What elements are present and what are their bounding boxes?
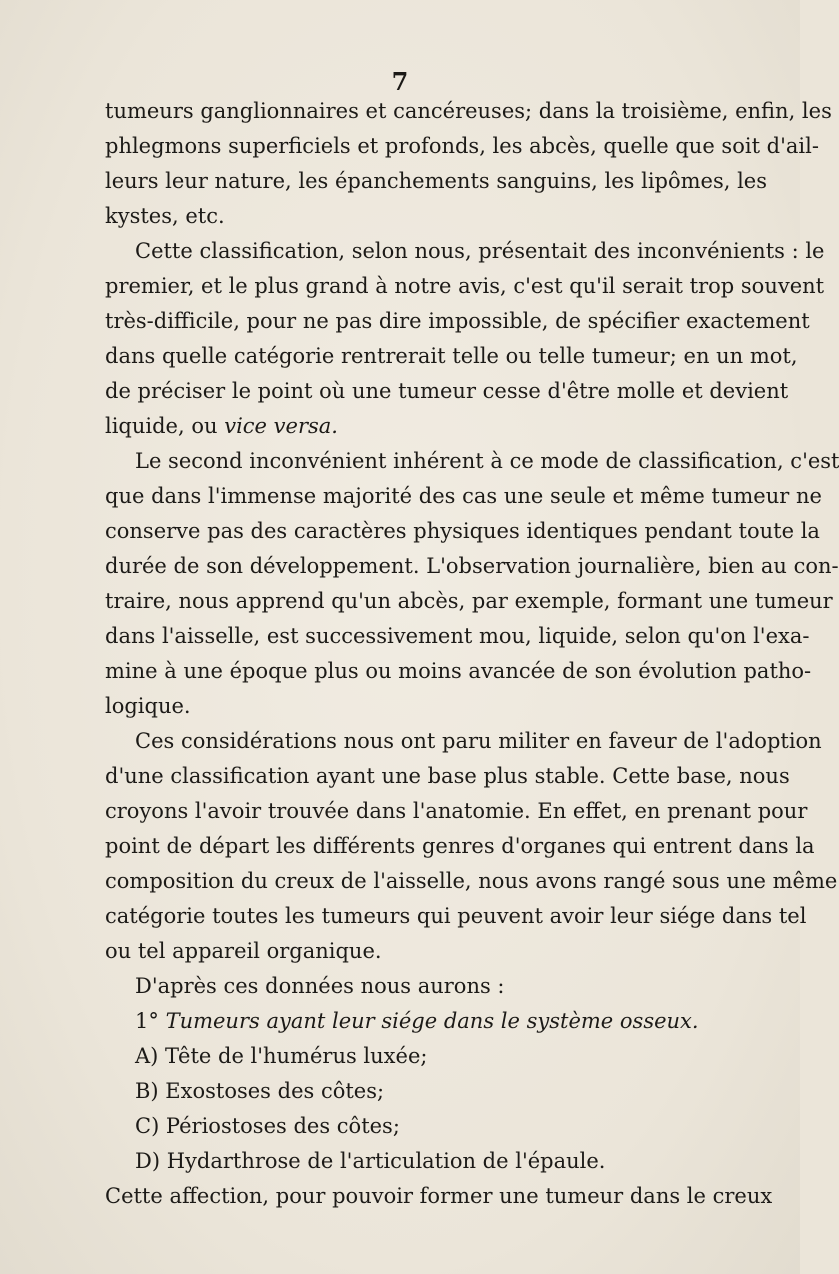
text-line: Ces considérations nous ont paru militer en faveur de l'adoption (135, 729, 822, 753)
text-line: point de départ les différents genres d'organes qui entrent dans la (105, 834, 815, 858)
text-line: de préciser le point où une tumeur cesse d'être molle et devient (105, 379, 789, 403)
section-title: Tumeurs ayant leur siége dans le système osseux. (165, 1009, 699, 1033)
text-line (105, 409, 700, 444)
text-line: Cette affection, pour pouvoir former une tumeur dans le creux (105, 1184, 773, 1208)
text-line: kystes, etc. (105, 204, 225, 228)
text-line: mine à une époque plus ou moins avancée de son évolution patho- (105, 659, 812, 683)
text-line: croyons l'avoir trouvée dans l'anatomie. En effet, en prenant pour (105, 799, 808, 823)
text-line: que dans l'immense majorité des cas une seule et même tumeur ne (105, 484, 822, 508)
text-line: dans l'aisselle, est successivement mou, liquide, selon qu'on l'exa- (105, 624, 810, 648)
text-line: D'après ces données nous aurons : (135, 974, 505, 998)
text-line: composition du creux de l'aisselle, nous avons rangé sous une même (105, 869, 838, 893)
italic-text: vice versa. (224, 414, 338, 438)
text-line: premier, et le plus grand à notre avis, c'est qu'il serait trop souvent (105, 274, 825, 298)
text-line: Cette classification, selon nous, présentait des inconvénients : le (135, 239, 825, 263)
text-line: dans quelle catégorie rentrerait telle ou telle tumeur; en un mot, (105, 344, 798, 368)
page-number: 7 (391, 67, 409, 96)
text-line: tumeurs ganglionnaires et cancéreuses; dans la troisième, enfin, les (105, 99, 832, 123)
list-item: B) Exostoses des côtes; (135, 1079, 385, 1103)
list-item: A) Tête de l'humérus luxée; (135, 1044, 428, 1068)
section-heading (105, 1004, 700, 1039)
text-line: très-difficile, pour ne pas dire impossible, de spécifier exactement (105, 309, 810, 333)
text-line: Le second inconvénient inhérent à ce mode de classification, c'est (135, 449, 839, 473)
text-line: phlegmons superficiels et profonds, les abcès, quelle que soit d'ail- (105, 134, 819, 158)
text-line: conserve pas des caractères physiques identiques pendant toute la (105, 519, 820, 543)
text-segment: liquide, ou (105, 414, 218, 438)
text-line: durée de son développement. L'observation journalière, bien au con- (105, 554, 839, 578)
body-text (105, 94, 839, 1214)
text-line: traire, nous apprend qu'un abcès, par exemple, formant une tumeur (105, 589, 833, 613)
list-item: D) Hydarthrose de l'articulation de l'épaule. (135, 1149, 606, 1173)
list-item: C) Périostoses des côtes; (135, 1114, 400, 1138)
text-line: catégorie toutes les tumeurs qui peuvent avoir leur siége dans tel (105, 904, 807, 928)
text-line: ou tel appareil organique. (105, 939, 382, 963)
text-line: logique. (105, 694, 191, 718)
text-line: leurs leur nature, les épanchements sanguins, les lipômes, les (105, 169, 768, 193)
text-line: d'une classification ayant une base plus stable. Cette base, nous (105, 764, 790, 788)
section-number: 1° (135, 1009, 159, 1033)
